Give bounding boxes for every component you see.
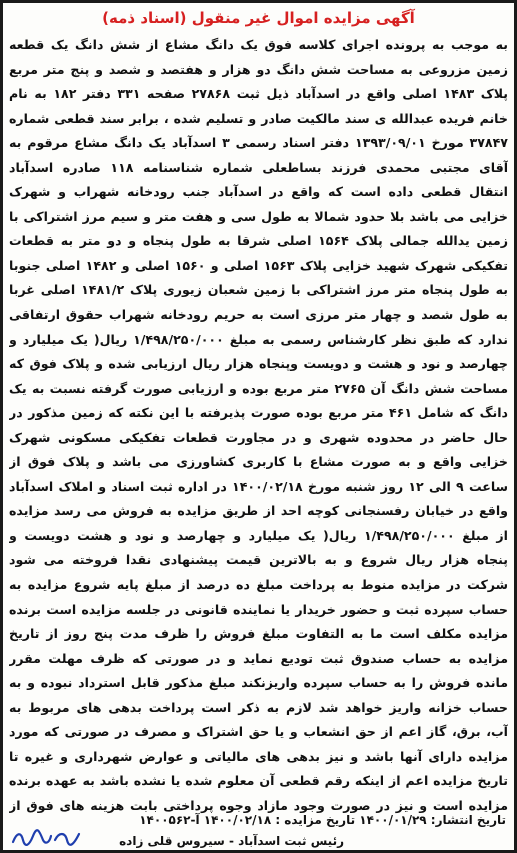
notice-body-container bbox=[9, 33, 508, 819]
notice-body: به موجب به پرونده اجرای کلاسه فوق یک دانگ مشاع از شش دانگ یک قطعه زمین مزروعی به مساحت شش دانگ دو هزار و هفتصد و شصد و پنج متر مربع پلاک ۱۴۸۳ اصلی واقع در اسدآباد ذیل ثبت ۲۷۸۶۸ صفحه ۳۳۱ دفتر ۱۸۲ به نام خانم فریده عبدالله ی سند مالکیت صادر و تسلیم شده ، برابر سند قطعی شماره ۳۷۸۴۷ مورخ ۱۳۹۳/۰۹/۰۱ دفتر اسناد رسمی ۳ اسدآباد یک دانگ مشاع مرقوم به آقای مجتبی محمدی فرزند بساطعلی شماره شناسنامه ۱۱۸ صادره اسدآباد انتقال قطعی داده است که واقع در اسدآباد جنب رودخانه شهراب و شهرک خزایی می باشد بلا حدود شمالا به طول سی و هفت متر و سیم مرز اشتراکی با زمین یدالله جمالی پلاک ۱۵۶۴ اصلی شرقا به طول پنجاه و دو متر به قطعات تفکیکی شهرک شهید خزایی پلاک ۱۵۶۳ اصلی و ۱۵۶۰ اصلی و ۱۴۸۲ اصلی جنوبا به طول پنجاه متر مرز اشتراکی با زمین شعبان زیوری پلاک ۱۴۸۱/۲ اصلی غربا به طول شصد و چهار متر مرزی است به حریم رودخانه شهراب حقوق ارتفاقی ندارد که طبق نظر کارشناس رسمی به مبلغ ۱/۴۹۸/۲۵۰/۰۰۰ ریال( یک میلیارد و چهارصد و نود و هشت و دویست وپنجاه هزار ریال ارزیابی شده و پلاک فوق که مساحت شش دانگ آن ۲۷۶۵ متر مربع بوده و ارزیابی صورت گرفته نسبت به یک دانگ که شامل ۴۶۱ متر مربع بوده صورت پذیرفته با این نکته که زمین مذکور در حال حاضر در محدوده شهری و در مجاورت قطعات تفکیکی مسکونی شهرک خزایی واقع و به صورت مشاع با کاربری کشاورزی می باشد و پلاک فوق از ساعت ۹ الی ۱۲ روز شنبه مورخ ۱۴۰۰/۰۲/۱۸ در اداره ثبت اسناد و املاک اسدآباد واقع در خیابان رفسنجانی کوچه احد از طریق مزایده به فروش می رسد مزایده از مبلغ ۱/۴۹۸/۲۵۰/۰۰۰ ریال( یک میلیارد و چهارصد و نود و هشت دویست و پنجاه هزار ریال شروع و به بالاترین قیمت پیشنهادی نقدا فروخته می شود شرکت در مزایده منوط به پرداخت مبلغ ده درصد از مبلغ پایه شروع مزایده به حساب سپرده ثبت و حضور خریدار یا نماینده قانونی در جلسه مزایده است برنده مزایده مکلف است ما به التفاوت مبلغ فروش را ظرف مدت پنج روز از تاریخ مزایده به حساب صندوق ثبت تودیع نماید و در صورتی که ظرف مهلت مقرر مانده فروش را به حساب سپرده واریزنکند مبلغ مذکور قابل استرداد نبوده و به حساب خزانه واریز خواهد شد لازم به ذکر است پرداخت بدهی های مربوط به آب، برق، گاز اعم از حق انشعاب و یا حق اشتراک و مصرف در صورتی که مورد مزایده دارای آنها باشد و نیز بدهی های مالیاتی و عوارض شهرداری و غیره تا تاریخ مزایده اعم از اینکه رقم قطعی آن معلوم شده یا نشده باشد به عهده برنده مزایده است و نیز در صورت وجود مازاد وجوه پرداختی بابت هزینه های فوق از bbox=[9, 37, 508, 813]
publication-dates: تاریخ انتشار: ۱۴۰۰/۰۱/۲۹ تاریخ مزایده : ۱۴۰۰/۰۲/۱۸ آ-۱۴۰۰۵۶۲ bbox=[139, 813, 506, 827]
handwritten-signature bbox=[9, 826, 87, 848]
notice-title: آگهی مزایده اموال غیر منقول (اسناد ذمه) bbox=[102, 9, 415, 27]
signer-name: رئیس ثبت اسدآباد - سیروس قلی زاده bbox=[119, 834, 344, 848]
